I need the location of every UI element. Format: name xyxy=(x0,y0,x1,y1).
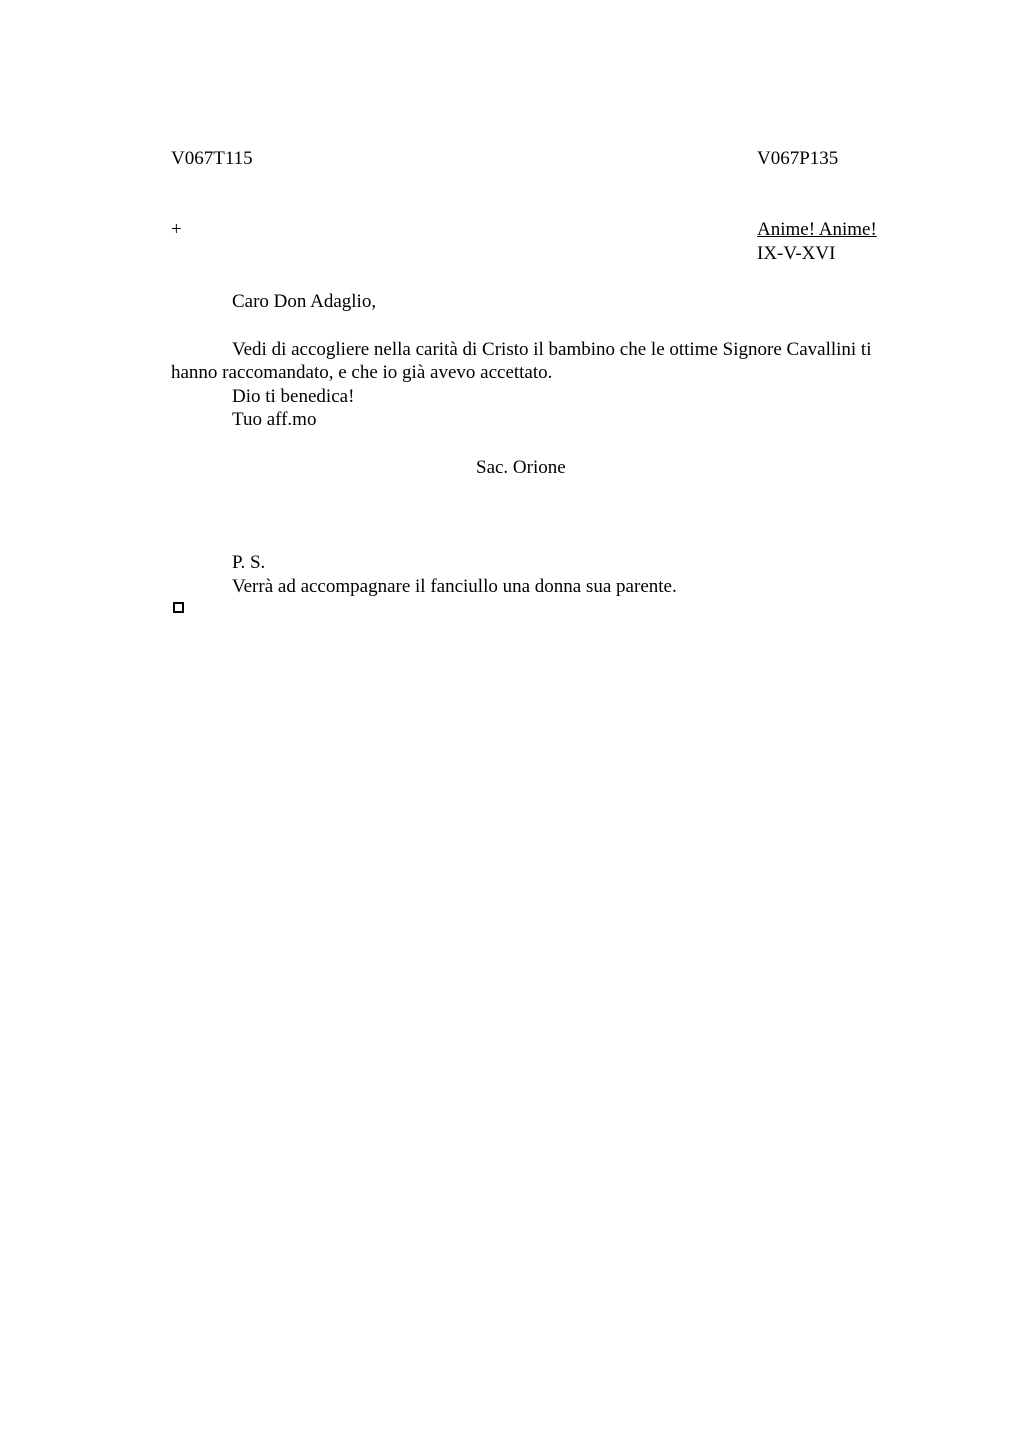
reference-code-left: V067T115 xyxy=(171,148,253,169)
reference-code-right: V067P135 xyxy=(757,148,839,169)
square-outline-icon xyxy=(173,602,184,613)
postscript-text: Verrà ad accompagnare il fanciullo una donna sua parente. xyxy=(232,576,677,597)
salutation: Caro Don Adaglio, xyxy=(232,291,377,312)
postscript-label: P. S. xyxy=(232,552,266,573)
blessing-line: Dio ti benedica! xyxy=(232,386,355,407)
letter-body-paragraph: Vedi di accogliere nella carità di Cristo il bambino che le ottime Signore Cavallini ti hanno raccomandato, e che io già avevo accettato. xyxy=(171,339,872,383)
signature: Sac. Orione xyxy=(476,457,566,478)
motto: Anime! Anime! xyxy=(757,219,877,240)
letter-date: IX-V-XVI xyxy=(757,243,836,264)
closing-line: Tuo aff.mo xyxy=(232,409,317,430)
cross-mark: + xyxy=(171,219,182,240)
